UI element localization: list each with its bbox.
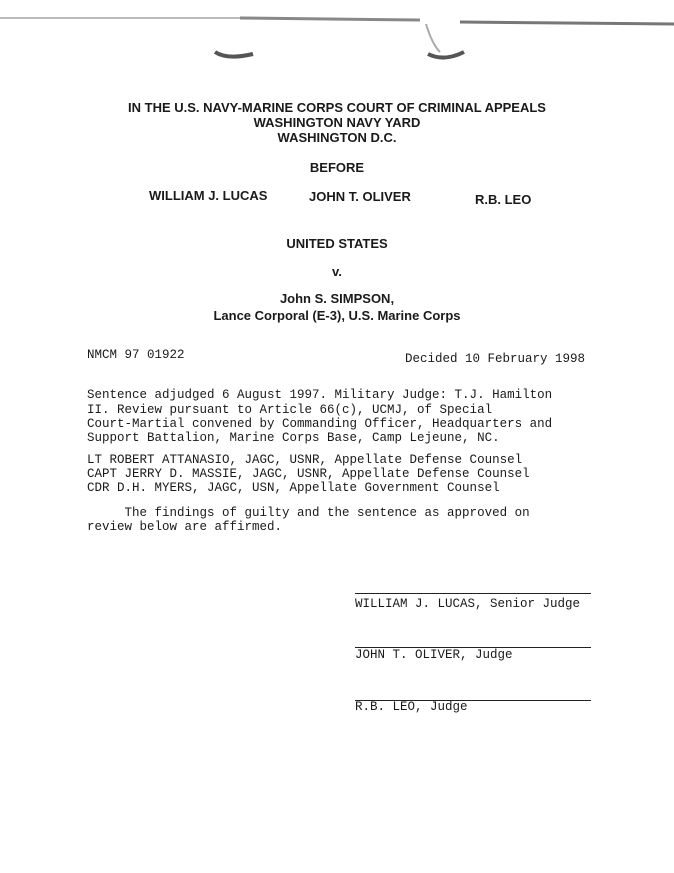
signature-name: WILLIAM J. LUCAS, Senior Judge bbox=[355, 597, 581, 611]
decided-date: Decided 10 February 1998 bbox=[405, 352, 586, 366]
text-line: Sentence adjudged 6 August 1997. Military Judge: T.J. Hamilton bbox=[87, 388, 553, 402]
text-line: II. Review pursuant to Article 66(c), UCMJ, of Special bbox=[87, 403, 493, 417]
signature-name: JOHN T. OLIVER, Judge bbox=[355, 648, 513, 662]
before-label: BEFORE bbox=[309, 160, 365, 175]
defendant-name: John S. SIMPSON, bbox=[279, 291, 395, 306]
defendant-rank: Lance Corporal (E-3), U.S. Marine Corps bbox=[213, 308, 461, 323]
counsel-line: CDR D.H. MYERS, JAGC, USN, Appellate Government Counsel bbox=[87, 481, 500, 495]
versus: v. bbox=[332, 264, 342, 279]
judge-name: WILLIAM J. LUCAS bbox=[149, 188, 268, 203]
signature-line bbox=[355, 593, 591, 594]
text-line: review below are affirmed. bbox=[87, 520, 283, 534]
court-location-2: WASHINGTON D.C. bbox=[277, 130, 397, 145]
judge-name: R.B. LEO bbox=[475, 192, 532, 207]
court-location-1: WASHINGTON NAVY YARD bbox=[253, 115, 421, 130]
court-name: IN THE U.S. NAVY-MARINE CORPS COURT OF CRIMINAL APPEALS bbox=[128, 100, 546, 115]
scan-artifact bbox=[0, 10, 674, 60]
case-number: NMCM 97 01922 bbox=[87, 348, 185, 362]
judge-name: JOHN T. OLIVER bbox=[309, 189, 411, 204]
counsel-line: LT ROBERT ATTANASIO, JAGC, USNR, Appellate Defense Counsel bbox=[87, 453, 523, 467]
text-line: Court-Martial convened by Commanding Officer, Headquarters and bbox=[87, 417, 553, 431]
text-line: The findings of guilty and the sentence as approved on bbox=[87, 506, 530, 520]
signature-name: R.B. LEO, Judge bbox=[355, 700, 468, 714]
plaintiff: UNITED STATES bbox=[286, 236, 388, 251]
counsel-line: CAPT JERRY D. MASSIE, JAGC, USNR, Appellate Defense Counsel bbox=[87, 467, 530, 481]
text-line: Support Battalion, Marine Corps Base, Camp Lejeune, NC. bbox=[87, 431, 500, 445]
